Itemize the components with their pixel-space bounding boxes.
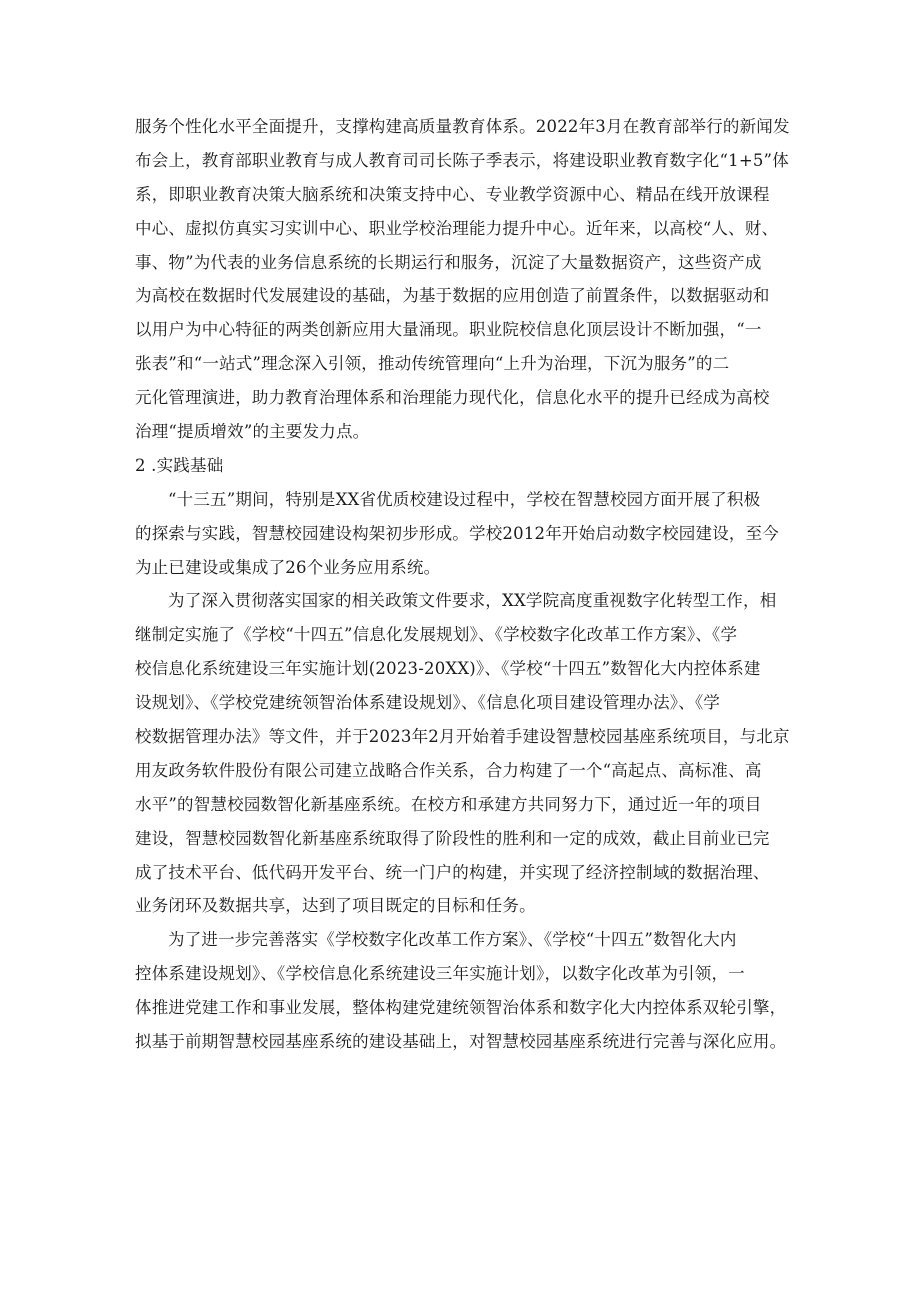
body-paragraph	[135, 923, 795, 1059]
text-line: 体推进党建工作和事业发展，整体构建党建统领智治体系和数字化大内控体系双轮引擎，	[135, 998, 787, 1018]
document-body	[135, 110, 795, 1059]
text-line: 继制定实施了《学校“十四五”信息化发展规划》、《学校数字化改革工作方案》、《学	[135, 625, 738, 645]
text-line: 为止已建设或集成了26个业务应用系统。	[135, 557, 441, 577]
body-paragraph	[135, 110, 795, 449]
text-line: 中心、虚拟仿真实习实训中心、职业学校治理能力提升中心。近年来，以高校“人、财、	[135, 218, 779, 238]
text-line: 成了技术平台、低代码开发平台、统一门户的构建，并实现了经济控制域的数据治理、	[135, 862, 770, 882]
text-line: 控体系建设规划》、《学校信息化系统建设三年实施计划》，以数字化改革为引领，一	[135, 964, 745, 984]
text-line: 校信息化系统建设三年实施计划(2023-20XX)》、《学校“十四五”数智化大内控体系建	[135, 659, 761, 679]
text-line: 设规划》、《学校党建统领智治体系建设规划》、《信息化项目建设管理办法》、《学	[135, 693, 721, 713]
text-line: 服务个性化水平全面提升，支撑构建高质量教育体系。2022年3月在教育部举行的新闻发	[135, 117, 790, 136]
text-line: 事、物”为代表的业务信息系统的长期运行和服务，沉淀了大量数据资产，这些资产成	[135, 252, 762, 272]
text-line: 的探索与实践，智慧校园建设构架初步形成。学校2012年开始启动数字校园建设，至今	[135, 523, 779, 543]
text-line: “十三五”期间，特别是XX省优质校建设过程中，学校在智慧校园方面开展了积极	[168, 489, 761, 509]
text-line: 为了进一步完善落实《学校数字化改革工作方案》、《学校“十四五”数智化大内	[168, 930, 737, 950]
text-line: 用友政务软件股份有限公司建立战略合作关系，合力构建了一个“高起点、高标准、高	[135, 760, 762, 780]
text-line: 以用户为中心特征的两类创新应用大量涌现。职业院校信息化顶层设计不断加强，“一	[135, 320, 762, 340]
text-line: 布会上，教育部职业教育与成人教育司司长陈子季表示，将建设职业教育数字化“1+5”体	[135, 150, 789, 170]
text-line: 元化管理演进，助力教育治理体系和治理能力现代化，信息化水平的提升已经成为高校	[135, 388, 770, 408]
text-line: 拟基于前期智慧校园基座系统的建设基础上，对智慧校园基座系统进行完善与深化应用。	[135, 1032, 787, 1052]
text-line: 校数据管理办法》等文件，并于2023年2月开始着手建设智慧校园基座系统项目，与北京	[135, 727, 790, 747]
text-line: 水平”的智慧校园数智化新基座系统。在校方和承建方共同努力下，通过近一年的项目	[135, 794, 762, 814]
text-line: 为高校在数据时代发展建设的基础，为基于数据的应用创造了前置条件，以数据驱动和	[135, 286, 770, 306]
text-line: 治理“提质增效”的主要发力点。	[135, 422, 370, 442]
text-line: 为了深入贯彻落实国家的相关政策文件要求，XX学院高度重视数字化转型工作，相	[168, 591, 777, 611]
text-line: 张表”和“一站式”理念深入引领，推动传统管理向“上升为治理，下沉为服务”的二	[135, 354, 730, 374]
body-paragraph	[135, 584, 795, 923]
text-line: 建设，智慧校园数智化新基座系统取得了阶段性的胜利和一定的成效，截止目前业已完	[135, 828, 770, 848]
text-line: 2 .实践基础	[135, 455, 224, 475]
text-line: 业务闭环及数据共享，达到了项目既定的目标和任务。	[135, 896, 536, 916]
text-line: 系，即职业教育决策大脑系统和决策支持中心、专业教学资源中心、精品在线开放课程	[135, 184, 770, 204]
section-heading	[135, 449, 795, 483]
body-paragraph	[135, 483, 795, 585]
